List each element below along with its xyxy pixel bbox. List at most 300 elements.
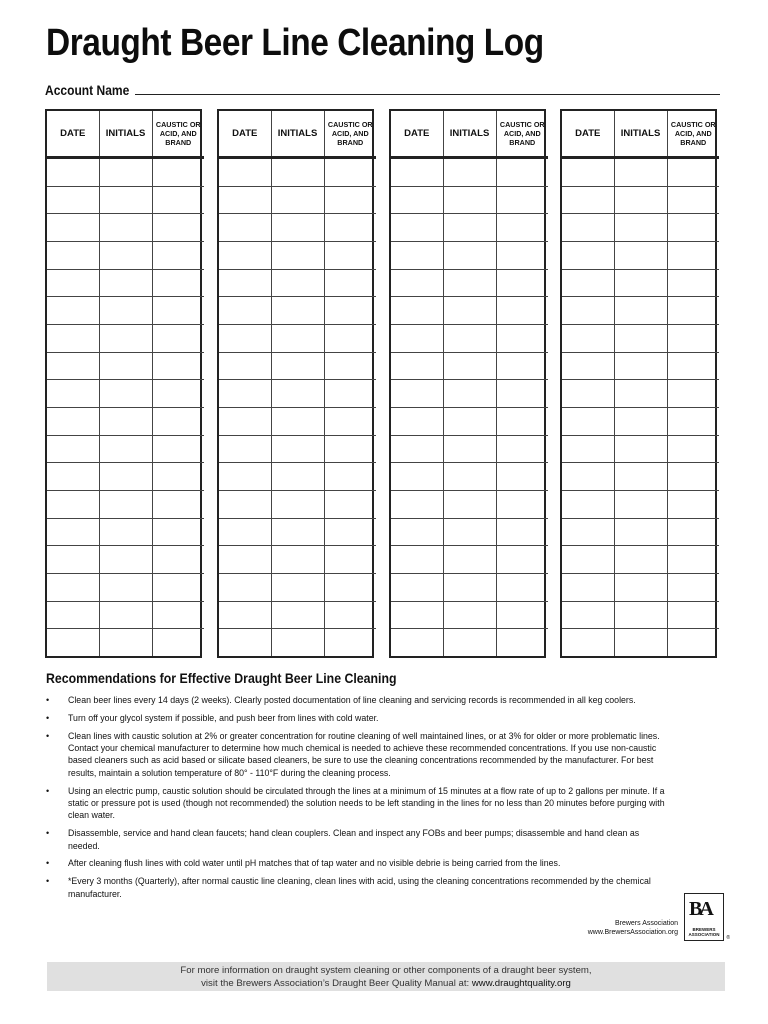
initials-cell[interactable]	[443, 463, 496, 491]
chemical-cell[interactable]	[324, 158, 376, 187]
date-cell[interactable]	[562, 297, 614, 325]
date-cell[interactable]	[47, 380, 99, 408]
bullet-icon: •	[46, 828, 50, 839]
date-cell[interactable]	[219, 629, 271, 656]
chemical-cell[interactable]	[667, 546, 719, 574]
initials-cell[interactable]	[614, 518, 667, 546]
table-row	[219, 352, 376, 380]
table-row	[391, 380, 548, 408]
chemical-cell[interactable]	[496, 269, 548, 297]
chemical-cell[interactable]	[152, 380, 204, 408]
initials-cell[interactable]	[443, 352, 496, 380]
chemical-cell[interactable]	[667, 242, 719, 270]
chemical-cell[interactable]	[496, 601, 548, 629]
chemical-cell[interactable]	[667, 352, 719, 380]
date-cell[interactable]	[47, 573, 99, 601]
initials-cell[interactable]	[99, 518, 152, 546]
date-cell[interactable]	[391, 269, 443, 297]
chemical-cell[interactable]	[152, 352, 204, 380]
chemical-cell[interactable]	[667, 214, 719, 242]
date-cell[interactable]	[219, 297, 271, 325]
chemical-cell[interactable]	[667, 573, 719, 601]
table-row	[219, 158, 376, 187]
date-cell[interactable]	[47, 546, 99, 574]
table-row	[219, 601, 376, 629]
date-cell[interactable]	[391, 242, 443, 270]
chemical-cell[interactable]	[496, 435, 548, 463]
chemical-cell[interactable]	[152, 435, 204, 463]
table-row	[562, 518, 719, 546]
date-cell[interactable]	[391, 325, 443, 353]
chemical-cell[interactable]	[496, 242, 548, 270]
date-cell[interactable]	[562, 573, 614, 601]
initials-cell[interactable]	[614, 325, 667, 353]
chemical-cell[interactable]	[496, 463, 548, 491]
table-row	[562, 408, 719, 436]
recommendation-text: Turn off your glycol system if possible, and push beer from lines with cold water.	[68, 712, 379, 723]
footer-line-1: For more information on draught system cleaning or other components of a draught beer system,	[180, 965, 592, 976]
date-cell[interactable]	[219, 601, 271, 629]
date-cell[interactable]	[562, 158, 614, 187]
chemical-cell[interactable]	[496, 352, 548, 380]
table-row	[391, 573, 548, 601]
date-cell[interactable]	[562, 601, 614, 629]
date-cell[interactable]	[562, 352, 614, 380]
initials-cell[interactable]	[443, 629, 496, 656]
initials-cell[interactable]	[99, 186, 152, 214]
footer-link[interactable]: www.draughtquality.org	[471, 978, 571, 989]
initials-cell[interactable]	[614, 214, 667, 242]
recommendation-text: After cleaning flush lines with cold water until pH matches that of tap water and no visible debrie is being carried from the lines.	[68, 858, 561, 869]
initials-cell[interactable]	[99, 573, 152, 601]
initials-header: INITIALS	[443, 111, 496, 158]
chemical-cell[interactable]	[152, 518, 204, 546]
date-cell[interactable]	[47, 214, 99, 242]
date-cell[interactable]	[391, 186, 443, 214]
brewers-association-block	[568, 893, 728, 945]
initials-cell[interactable]	[271, 269, 324, 297]
chemical-cell[interactable]	[324, 546, 376, 574]
initials-header: INITIALS	[271, 111, 324, 158]
table-row	[562, 573, 719, 601]
table-row	[391, 491, 548, 519]
table-row	[391, 463, 548, 491]
chemical-cell[interactable]	[496, 186, 548, 214]
chemical-cell[interactable]	[667, 408, 719, 436]
date-cell[interactable]	[219, 186, 271, 214]
chemical-cell[interactable]	[667, 435, 719, 463]
initials-cell[interactable]	[443, 158, 496, 187]
date-cell[interactable]	[562, 491, 614, 519]
chemical-cell[interactable]	[667, 601, 719, 629]
chemical-header: CAUSTIC OR ACID, AND BRAND	[667, 111, 719, 158]
date-cell[interactable]	[219, 435, 271, 463]
initials-cell[interactable]	[99, 214, 152, 242]
date-cell[interactable]	[219, 325, 271, 353]
initials-cell[interactable]	[614, 491, 667, 519]
initials-cell[interactable]	[271, 546, 324, 574]
chemical-cell[interactable]	[667, 380, 719, 408]
table-row	[391, 186, 548, 214]
initials-cell[interactable]	[614, 269, 667, 297]
chemical-cell[interactable]	[152, 242, 204, 270]
date-cell[interactable]	[47, 269, 99, 297]
initials-cell[interactable]	[271, 352, 324, 380]
initials-cell[interactable]	[99, 158, 152, 187]
chemical-header: CAUSTIC OR ACID, AND BRAND	[324, 111, 376, 158]
registered-mark: ®	[726, 935, 730, 941]
chemical-header: CAUSTIC OR ACID, AND BRAND	[152, 111, 204, 158]
initials-cell[interactable]	[443, 573, 496, 601]
table-row	[47, 158, 204, 187]
date-cell[interactable]	[47, 408, 99, 436]
chemical-cell[interactable]	[324, 518, 376, 546]
date-cell[interactable]	[391, 380, 443, 408]
table-row	[219, 573, 376, 601]
log-table-4	[560, 109, 717, 658]
initials-cell[interactable]	[271, 242, 324, 270]
initials-cell[interactable]	[443, 408, 496, 436]
date-cell[interactable]	[391, 435, 443, 463]
initials-cell[interactable]	[271, 186, 324, 214]
table-row	[219, 491, 376, 519]
recommendation-text: Using an electric pump, caustic solution should be circulated through the lines at a minimum of 15 minutes at a flow rate of up to 2 gallons per minute. If a static or pressure pot is used (though not recommended) the solution needs to be left standing in the lines for no less than 20 minutes before purging with clean water.	[68, 785, 665, 821]
table-row	[391, 269, 548, 297]
initials-cell[interactable]	[99, 408, 152, 436]
date-cell[interactable]	[391, 408, 443, 436]
date-cell[interactable]	[391, 297, 443, 325]
brewers-association-url: www.BrewersAssociation.org	[587, 929, 678, 936]
initials-cell[interactable]	[614, 435, 667, 463]
account-name-label: Account Name	[45, 82, 130, 98]
initials-cell[interactable]	[271, 214, 324, 242]
initials-cell[interactable]	[614, 546, 667, 574]
date-cell[interactable]	[47, 352, 99, 380]
date-cell[interactable]	[47, 629, 99, 656]
recommendation-text: Disassemble, service and hand clean faucets; hand clean couplers. Clean and inspect any FOBs and beer pumps; disassemble and hand clean as needed.	[68, 828, 640, 851]
log-table-3	[389, 109, 546, 658]
table-row	[219, 463, 376, 491]
table-row	[391, 242, 548, 270]
date-cell[interactable]	[562, 325, 614, 353]
date-cell[interactable]	[219, 573, 271, 601]
table-row	[391, 352, 548, 380]
chemical-cell[interactable]	[152, 214, 204, 242]
table-row	[47, 546, 204, 574]
initials-cell[interactable]	[99, 242, 152, 270]
chemical-cell[interactable]	[324, 242, 376, 270]
chemical-cell[interactable]	[496, 158, 548, 187]
chemical-cell[interactable]	[324, 186, 376, 214]
date-cell[interactable]	[219, 352, 271, 380]
initials-cell[interactable]	[271, 601, 324, 629]
initials-cell[interactable]	[614, 463, 667, 491]
table-row	[562, 158, 719, 187]
chemical-cell[interactable]	[324, 352, 376, 380]
initials-cell[interactable]	[99, 435, 152, 463]
chemical-cell[interactable]	[324, 435, 376, 463]
initials-cell[interactable]	[614, 629, 667, 656]
initials-cell[interactable]	[614, 297, 667, 325]
initials-cell[interactable]	[271, 629, 324, 656]
date-cell[interactable]	[562, 408, 614, 436]
date-cell[interactable]	[47, 435, 99, 463]
date-cell[interactable]	[47, 518, 99, 546]
initials-cell[interactable]	[614, 158, 667, 187]
initials-cell[interactable]	[614, 242, 667, 270]
initials-cell[interactable]	[271, 463, 324, 491]
page-title: Draught Beer Line Cleaning Log	[46, 22, 544, 64]
initials-cell[interactable]	[99, 491, 152, 519]
date-cell[interactable]	[47, 491, 99, 519]
initials-cell[interactable]	[614, 380, 667, 408]
account-name-line[interactable]	[135, 94, 720, 95]
initials-cell[interactable]	[99, 380, 152, 408]
initials-cell[interactable]	[614, 601, 667, 629]
initials-cell[interactable]	[271, 325, 324, 353]
date-cell[interactable]	[219, 491, 271, 519]
chemical-cell[interactable]	[324, 325, 376, 353]
chemical-cell[interactable]	[152, 158, 204, 187]
chemical-cell[interactable]	[152, 491, 204, 519]
chemical-cell[interactable]	[324, 214, 376, 242]
chemical-cell[interactable]	[152, 269, 204, 297]
initials-cell[interactable]	[271, 491, 324, 519]
list-item	[46, 785, 666, 822]
chemical-cell[interactable]	[496, 297, 548, 325]
chemical-cell[interactable]	[324, 629, 376, 656]
date-cell[interactable]	[562, 546, 614, 574]
chemical-cell[interactable]	[152, 573, 204, 601]
table-row	[219, 629, 376, 656]
initials-cell[interactable]	[443, 186, 496, 214]
date-cell[interactable]	[562, 242, 614, 270]
initials-cell[interactable]	[443, 325, 496, 353]
table-row	[47, 380, 204, 408]
chemical-cell[interactable]	[324, 601, 376, 629]
date-cell[interactable]	[219, 380, 271, 408]
table-row	[562, 491, 719, 519]
initials-cell[interactable]	[99, 352, 152, 380]
chemical-cell[interactable]	[667, 325, 719, 353]
list-item	[46, 857, 666, 869]
table-row	[219, 269, 376, 297]
initials-cell[interactable]	[614, 186, 667, 214]
list-item	[46, 694, 666, 706]
chemical-cell[interactable]	[324, 269, 376, 297]
table-row	[219, 408, 376, 436]
date-cell[interactable]	[391, 546, 443, 574]
date-header: DATE	[562, 111, 614, 158]
date-cell[interactable]	[391, 463, 443, 491]
initials-cell[interactable]	[99, 601, 152, 629]
bullet-icon: •	[46, 695, 50, 705]
table-row	[562, 352, 719, 380]
initials-cell[interactable]	[271, 518, 324, 546]
table-row	[219, 186, 376, 214]
list-item	[46, 712, 666, 724]
chemical-cell[interactable]	[496, 380, 548, 408]
logo-letters: BA	[689, 898, 711, 920]
table-row	[562, 601, 719, 629]
bullet-icon: •	[46, 876, 50, 887]
date-cell[interactable]	[219, 546, 271, 574]
chemical-cell[interactable]	[152, 463, 204, 491]
initials-cell[interactable]	[443, 214, 496, 242]
date-cell[interactable]	[562, 435, 614, 463]
table-row	[391, 297, 548, 325]
date-cell[interactable]	[562, 380, 614, 408]
initials-cell[interactable]	[99, 546, 152, 574]
initials-cell[interactable]	[271, 297, 324, 325]
date-cell[interactable]	[47, 297, 99, 325]
table-row	[47, 214, 204, 242]
chemical-cell[interactable]	[667, 463, 719, 491]
chemical-cell[interactable]	[667, 269, 719, 297]
table-row	[391, 325, 548, 353]
initials-cell[interactable]	[271, 408, 324, 436]
date-cell[interactable]	[562, 214, 614, 242]
chemical-cell[interactable]	[496, 408, 548, 436]
chemical-cell[interactable]	[324, 573, 376, 601]
table-row	[219, 546, 376, 574]
table-row	[562, 297, 719, 325]
initials-cell[interactable]	[271, 573, 324, 601]
chemical-cell[interactable]	[152, 546, 204, 574]
initials-cell[interactable]	[443, 491, 496, 519]
table-row	[562, 629, 719, 656]
chemical-cell[interactable]	[667, 629, 719, 656]
chemical-cell[interactable]	[324, 380, 376, 408]
chemical-cell[interactable]	[496, 518, 548, 546]
list-item	[46, 730, 666, 780]
chemical-cell[interactable]	[152, 186, 204, 214]
brewers-association-name: Brewers Association	[614, 920, 678, 927]
table-row	[47, 573, 204, 601]
chemical-cell[interactable]	[667, 186, 719, 214]
table-row	[219, 435, 376, 463]
initials-cell[interactable]	[443, 297, 496, 325]
table-row	[562, 186, 719, 214]
table-row	[391, 546, 548, 574]
initials-cell[interactable]	[614, 408, 667, 436]
account-name-field[interactable]	[45, 80, 720, 98]
chemical-cell[interactable]	[152, 408, 204, 436]
table-row	[47, 435, 204, 463]
table-row	[391, 518, 548, 546]
date-cell[interactable]	[562, 518, 614, 546]
date-cell[interactable]	[562, 629, 614, 656]
initials-cell[interactable]	[271, 435, 324, 463]
initials-cell[interactable]	[614, 352, 667, 380]
chemical-cell[interactable]	[152, 325, 204, 353]
chemical-cell[interactable]	[152, 601, 204, 629]
date-cell[interactable]	[391, 491, 443, 519]
table-row	[47, 352, 204, 380]
recommendations-list	[46, 694, 666, 905]
chemical-cell[interactable]	[496, 546, 548, 574]
chemical-cell[interactable]	[152, 297, 204, 325]
chemical-cell[interactable]	[324, 408, 376, 436]
date-cell[interactable]	[47, 158, 99, 187]
chemical-cell[interactable]	[667, 297, 719, 325]
initials-cell[interactable]	[99, 269, 152, 297]
date-cell[interactable]	[219, 242, 271, 270]
chemical-cell[interactable]	[324, 297, 376, 325]
initials-cell[interactable]	[99, 629, 152, 656]
chemical-cell[interactable]	[496, 214, 548, 242]
chemical-cell[interactable]	[324, 491, 376, 519]
initials-cell[interactable]	[443, 546, 496, 574]
chemical-cell[interactable]	[667, 518, 719, 546]
table-row	[562, 214, 719, 242]
table-row	[219, 518, 376, 546]
date-header: DATE	[391, 111, 443, 158]
initials-cell[interactable]	[443, 269, 496, 297]
date-cell[interactable]	[391, 158, 443, 187]
recommendation-text: Clean lines with caustic solution at 2% or greater concentration for routine cleaning of well maintained lines, or at 3% for older or more problematic lines. Contact your chemical manufacturer to determine how much chemical is needed to achieve these recommended concentrations. If you use non-caustic based cleaners such as acid based or silicate based cleaners, be sure to use the cleaning concentrations recommended by the manufacturer. For best results, maintain a solution temperature of 80° - 110°F during the cleaning process.	[68, 730, 660, 778]
date-cell[interactable]	[562, 463, 614, 491]
date-cell[interactable]	[47, 463, 99, 491]
bullet-icon: •	[46, 785, 50, 796]
date-cell[interactable]	[219, 158, 271, 187]
initials-cell[interactable]	[614, 573, 667, 601]
chemical-cell[interactable]	[667, 158, 719, 187]
initials-cell[interactable]	[443, 435, 496, 463]
chemical-cell[interactable]	[496, 573, 548, 601]
chemical-cell[interactable]	[496, 491, 548, 519]
log-table-2	[217, 109, 374, 658]
date-cell[interactable]	[47, 186, 99, 214]
initials-cell[interactable]	[271, 380, 324, 408]
table-row	[47, 408, 204, 436]
date-cell[interactable]	[391, 601, 443, 629]
date-cell[interactable]	[391, 352, 443, 380]
chemical-cell[interactable]	[324, 463, 376, 491]
date-cell[interactable]	[391, 214, 443, 242]
table-row	[562, 325, 719, 353]
chemical-cell[interactable]	[152, 629, 204, 656]
date-cell[interactable]	[391, 573, 443, 601]
initials-cell[interactable]	[271, 158, 324, 187]
date-cell[interactable]	[219, 463, 271, 491]
date-cell[interactable]	[47, 601, 99, 629]
date-cell[interactable]	[219, 408, 271, 436]
date-header: DATE	[47, 111, 99, 158]
date-cell[interactable]	[562, 269, 614, 297]
initials-cell[interactable]	[443, 242, 496, 270]
initials-cell[interactable]	[99, 325, 152, 353]
date-cell[interactable]	[562, 186, 614, 214]
date-cell[interactable]	[219, 214, 271, 242]
initials-cell[interactable]	[443, 518, 496, 546]
date-cell[interactable]	[47, 242, 99, 270]
chemical-cell[interactable]	[496, 325, 548, 353]
date-cell[interactable]	[219, 518, 271, 546]
initials-cell[interactable]	[99, 463, 152, 491]
initials-cell[interactable]	[443, 601, 496, 629]
table-row	[47, 463, 204, 491]
table-row	[47, 325, 204, 353]
initials-cell[interactable]	[443, 380, 496, 408]
date-cell[interactable]	[47, 325, 99, 353]
date-cell[interactable]	[219, 269, 271, 297]
date-cell[interactable]	[391, 629, 443, 656]
initials-cell[interactable]	[99, 297, 152, 325]
chemical-cell[interactable]	[496, 629, 548, 656]
chemical-cell[interactable]	[667, 491, 719, 519]
date-cell[interactable]	[391, 518, 443, 546]
